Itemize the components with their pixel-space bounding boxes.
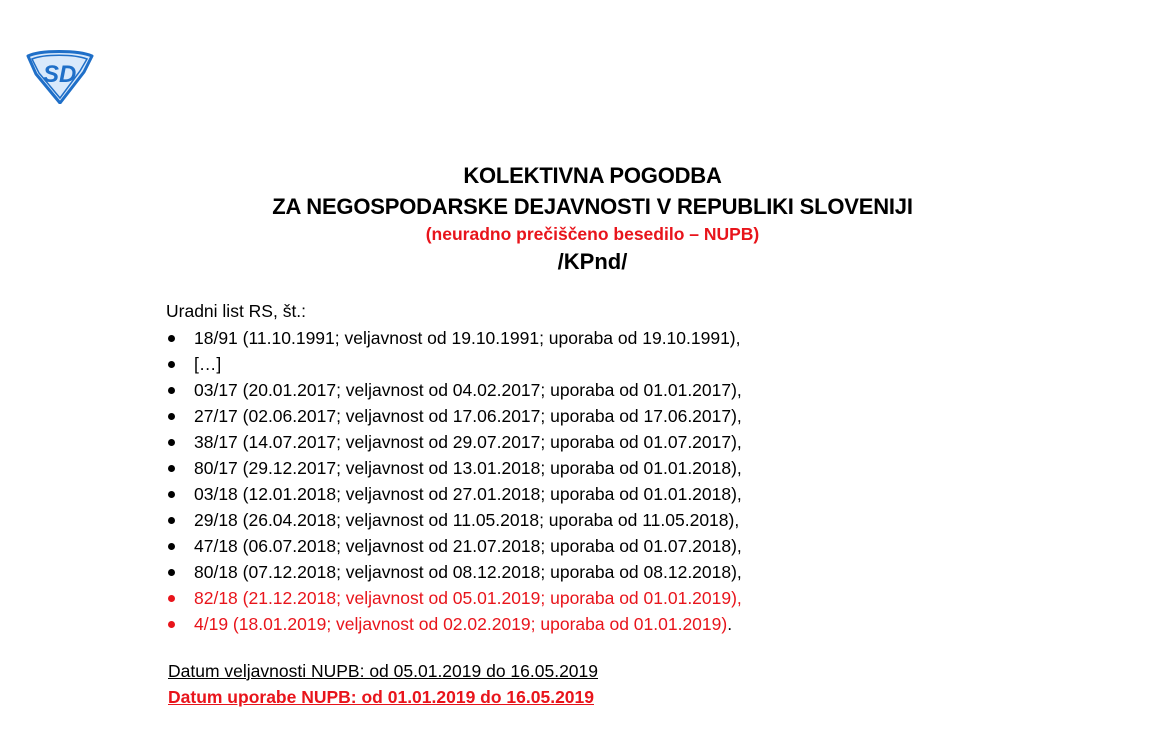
document-title-block — [0, 160, 1157, 278]
gazette-entry: 38/17 (14.07.2017; veljavnost od 29.07.2017; uporaba od 01.07.2017), — [166, 429, 742, 455]
usage-date: Datum uporabe NUPB: od 01.01.2019 do 16.05.2019 — [168, 687, 594, 707]
bullet-icon — [168, 439, 175, 446]
gazette-list — [166, 325, 742, 637]
document-abbreviation: /KPnd/ — [557, 249, 628, 274]
document-subtitle: (neuradno prečiščeno besedilo – NUPB) — [425, 224, 760, 244]
bullet-icon — [168, 595, 175, 602]
bullet-icon — [168, 387, 175, 394]
bullet-icon — [168, 413, 175, 420]
bullet-icon — [168, 361, 175, 368]
gazette-intro: Uradni list RS, št.: — [166, 301, 307, 321]
bullet-icon — [168, 335, 175, 342]
gazette-entry: 27/17 (02.06.2017; veljavnost od 17.06.2017; uporaba od 17.06.2017), — [166, 403, 742, 429]
entry-trailing-period: . — [727, 614, 733, 634]
bullet-icon — [168, 491, 175, 498]
validity-date: Datum veljavnosti NUPB: od 05.01.2019 do 16.05.2019 — [168, 661, 599, 681]
gazette-entry: 80/18 (07.12.2018; veljavnost od 08.12.2018; uporaba od 08.12.2018), — [166, 559, 742, 585]
gazette-entry-new: 82/18 (21.12.2018; veljavnost od 05.01.2019; uporaba od 01.01.2019), — [166, 585, 742, 611]
gazette-entry: 47/18 (06.07.2018; veljavnost od 21.07.2018; uporaba od 01.07.2018), — [166, 533, 742, 559]
sd-logo — [22, 48, 96, 104]
title-line-2: ZA NEGOSPODARSKE DEJAVNOSTI V REPUBLIKI SLOVENIJI — [272, 194, 913, 219]
gazette-entry: 80/17 (29.12.2017; veljavnost od 13.01.2018; uporaba od 01.01.2018), — [166, 455, 742, 481]
bullet-icon — [168, 621, 175, 628]
gazette-entry: 18/91 (11.10.1991; veljavnost od 19.10.1991; uporaba od 19.10.1991), — [166, 325, 742, 351]
bullet-icon — [168, 569, 175, 576]
gazette-entry-new: 4/19 (18.01.2019; veljavnost od 02.02.2019; uporaba od 01.01.2019). — [166, 611, 742, 637]
gazette-entry: 29/18 (26.04.2018; veljavnost od 11.05.2018; uporaba od 11.05.2018), — [166, 507, 742, 533]
bullet-icon — [168, 465, 175, 472]
svg-text:SD: SD — [43, 61, 77, 88]
gazette-entry: 03/18 (12.01.2018; veljavnost od 27.01.2018; uporaba od 01.01.2018), — [166, 481, 742, 507]
bullet-icon — [168, 543, 175, 550]
title-line-1: KOLEKTIVNA POGODBA — [463, 163, 722, 188]
gazette-entry: […] — [166, 351, 742, 377]
gazette-entry: 03/17 (20.01.2017; veljavnost od 04.02.2017; uporaba od 01.01.2017), — [166, 377, 742, 403]
bullet-icon — [168, 517, 175, 524]
sd-shield-icon — [22, 48, 96, 104]
